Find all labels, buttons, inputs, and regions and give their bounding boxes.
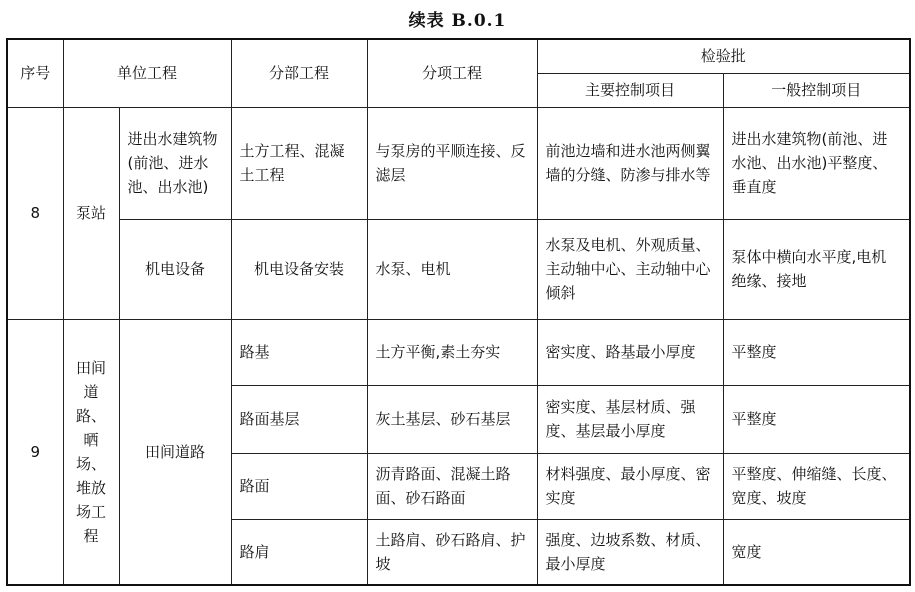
header-unit: 单位工程 [63,39,231,107]
division-cell: 路肩 [231,519,367,585]
sub-unit-cell: 田间道路 [119,319,231,585]
division-cell: 路面基层 [231,385,367,453]
division-cell: 机电设备安装 [231,219,367,319]
general-items-cell: 平整度 [723,385,910,453]
subitem-cell: 土方平衡,素土夯实 [367,319,537,385]
general-items-cell: 泵体中横向水平度,电机绝缘、接地 [723,219,910,319]
subitem-cell: 沥青路面、混凝土路面、砂石路面 [367,453,537,519]
division-cell: 路面 [231,453,367,519]
row-unit: 田间道路、晒场、堆放场工程 [63,319,119,585]
main-items-cell: 密实度、基层材质、强度、基层最小厚度 [537,385,723,453]
table-row [7,107,910,219]
header-seq: 序号 [7,39,63,107]
general-items-cell: 进出水建筑物(前池、进水池、出水池)平整度、垂直度 [723,107,910,219]
main-items-cell: 密实度、路基最小厚度 [537,319,723,385]
subitem-cell: 土路肩、砂石路肩、护坡 [367,519,537,585]
general-items-cell: 平整度 [723,319,910,385]
row-unit: 泵站 [63,107,119,319]
row-seq: 9 [7,319,63,585]
main-items-cell: 水泵及电机、外观质量、主动轴中心、主动轴中心倾斜 [537,219,723,319]
main-items-cell: 强度、边坡系数、材质、最小厚度 [537,519,723,585]
header-division: 分部工程 [231,39,367,107]
inspection-table [6,38,911,586]
division-cell: 路基 [231,319,367,385]
row-seq: 8 [7,107,63,319]
header-general-items: 一般控制项目 [723,73,910,107]
main-items-cell: 材料强度、最小厚度、密实度 [537,453,723,519]
subitem-cell: 灰土基层、砂石基层 [367,385,537,453]
division-cell: 土方工程、混凝土工程 [231,107,367,219]
header-batch: 检验批 [537,39,910,73]
sub-unit-cell: 进出水建筑物(前池、进水池、出水池) [119,107,231,219]
table-row [7,219,910,319]
header-subitem: 分项工程 [367,39,537,107]
subitem-cell: 水泵、电机 [367,219,537,319]
general-items-cell: 宽度 [723,519,910,585]
main-items-cell: 前池边墙和进水池两侧翼墙的分缝、防渗与排水等 [537,107,723,219]
header-main-items: 主要控制项目 [537,73,723,107]
subitem-cell: 与泵房的平顺连接、反滤层 [367,107,537,219]
sub-unit-cell: 机电设备 [119,219,231,319]
general-items-cell: 平整度、伸缩缝、长度、宽度、坡度 [723,453,910,519]
table-row [7,319,910,385]
table-title: 续表 B.0.1 [408,11,507,31]
